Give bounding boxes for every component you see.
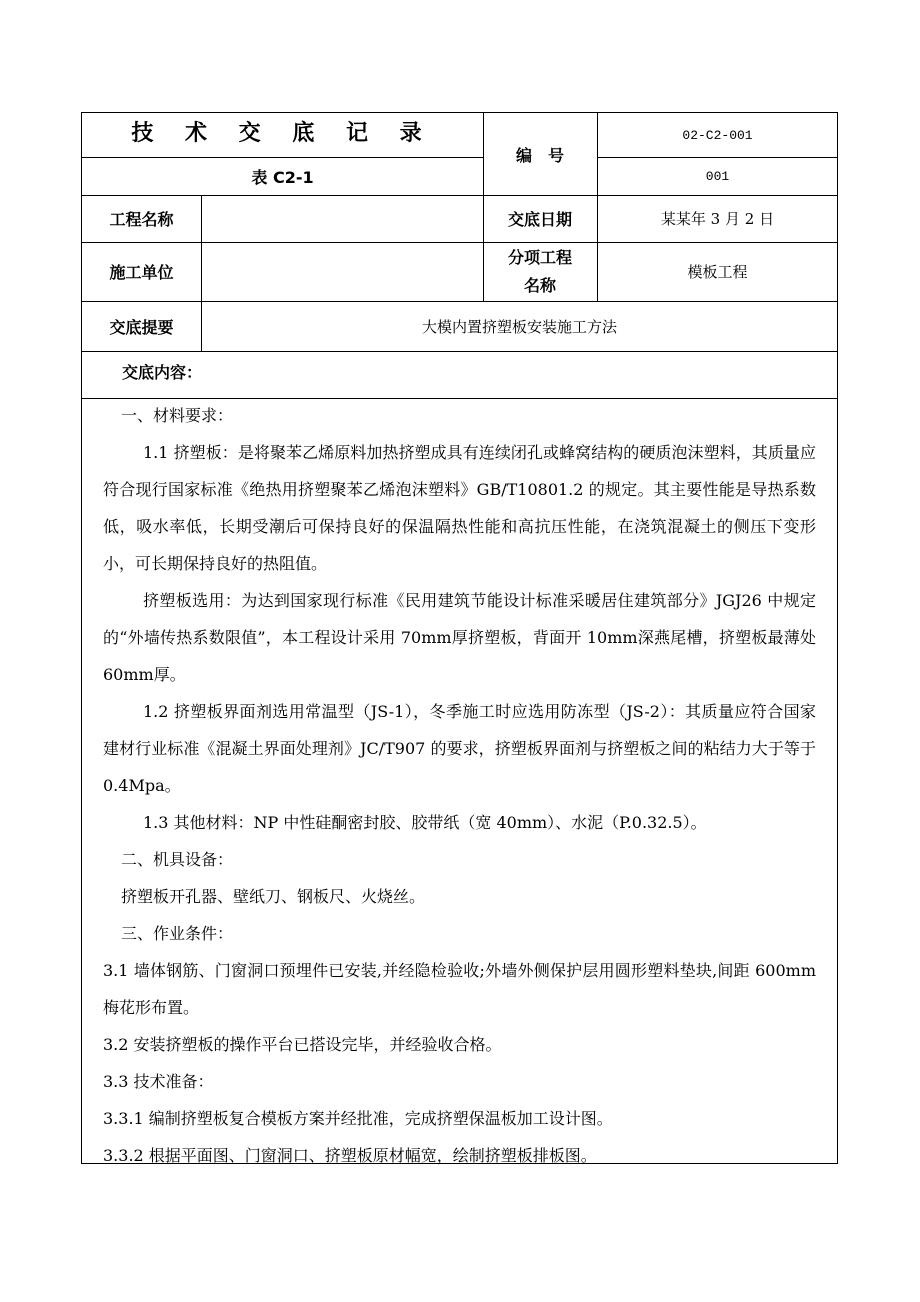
bianhao-value-1: 02-C2-001: [682, 127, 753, 143]
paragraph-3-1: 3.1 墙体钢筋、门窗洞口预埋件已安装,并经隐检验收;外墙外侧保护层用圆形塑料垫块,间距 600mm梅花形布置。: [103, 961, 816, 1017]
content-area: [81, 112, 838, 1164]
paragraph-1-1: [81, 434, 838, 582]
paragraph-1-2-text: 1.2 挤塑板界面剂选用常温型（JS-1），冬季施工时应选用防冻型（JS-2）：其质量应符合国家建材行业标准《混凝土界面处理剂》JC/T907 的要求，挤塑板界面剂与挤塑板之间的粘结力大于等于 0.4Mpa。: [103, 702, 816, 795]
unit-label: 施工单位: [109, 263, 174, 282]
bianhao-value-2: 001: [705, 168, 730, 184]
page-title: 技 术 交 底 记 录: [131, 120, 434, 146]
summary-value: 大模内置挤塑板安装施工方法: [421, 317, 617, 336]
paragraph-1-1-text: 1.1 挤塑板：是将聚苯乙烯原料加热挤塑成具有连续闭孔或蜂窝结构的硬质泡沫塑料，其质量应符合现行国家标准《绝热用挤塑聚苯乙烯泡沫塑料》GB/T10801.2 的规定。其主要性能是导热系数低，吸水率低，长期受潮后可保持良好的保温隔热性能和高抗压性能，在浇筑混凝土的侧压下变形小，可长期保持良好的热阻值。: [103, 443, 816, 573]
paragraph-1-3: [81, 804, 838, 841]
form-number: 表 C2-1: [251, 167, 314, 187]
bianhao-label: 编 号: [515, 145, 564, 165]
paragraph-selection-text: 挤塑板选用：为达到国家现行标准《民用建筑节能设计标准采暖居住建筑部分》JGJ26 中规定的“外墙传热系数限值”，本工程设计采用 70mm厚挤塑板，背面开 10mm深燕尾槽，挤塑板最薄处 60mm厚。: [103, 591, 816, 684]
paragraph-1-2: [81, 693, 838, 804]
paragraph-3-3-2: 3.3.2 根据平面图、门窗洞口、挤塑板原材幅宽，绘制挤塑板排板图。: [103, 1146, 597, 1165]
project-name-label: 工程名称: [109, 210, 174, 229]
paragraph-tools: 挤塑板开孔器、壁纸刀、钢板尺、火烧丝。: [121, 887, 426, 906]
paragraph-selection: [81, 582, 838, 693]
date-label: 交底日期: [507, 210, 572, 229]
content-label: 交底内容：: [122, 362, 203, 382]
subitem-label-line2: 名称: [523, 275, 556, 295]
subitem-label-line1: 分项工程: [507, 247, 572, 267]
section-2-heading: 二、机具设备：: [121, 850, 234, 869]
subitem-value: 模板工程: [687, 263, 748, 281]
section-3-heading: 三、作业条件：: [121, 924, 234, 943]
summary-label: 交底提要: [109, 317, 174, 337]
paragraph-3-3: 3.3 技术准备：: [103, 1072, 214, 1091]
section-1-heading: 一、材料要求：: [121, 406, 234, 425]
paragraph-3-3-1: 3.3.1 编制挤塑板复合模板方案并经批准，完成挤塑保温板加工设计图。: [103, 1109, 613, 1128]
paragraph-1-3-text: 1.3 其他材料：NP 中性硅酮密封胶、胶带纸（宽 40mm）、水泥（P.0.32.5）。: [143, 813, 707, 832]
date-value: 某某年 3 月 2 日: [660, 210, 775, 228]
paragraph-3-2: 3.2 安装挤塑板的操作平台已搭设完毕，并经验收合格。: [103, 1035, 502, 1054]
